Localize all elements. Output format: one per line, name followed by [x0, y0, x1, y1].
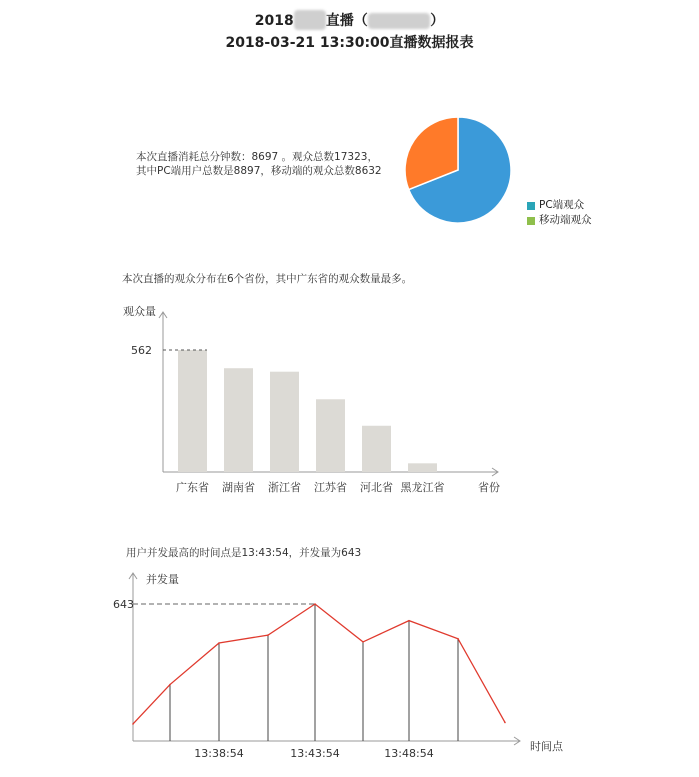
data-point: [169, 684, 171, 686]
summary-line-1: 本次直播消耗总分钟数：8697 。观众总数17323，: [136, 151, 378, 163]
data-point: [408, 620, 410, 622]
y-tick-label: 562: [131, 344, 152, 357]
x-tick-label: 湖南省: [222, 481, 255, 494]
x-tick-label: 13:48:54: [384, 747, 434, 760]
province-summary: 本次直播的观众分布在6个省份，其中广东省的观众数量最多。: [122, 273, 413, 285]
data-point: [218, 642, 220, 644]
x-tick-label: 江苏省: [314, 481, 347, 494]
title-mid: 直播（: [325, 13, 368, 29]
data-point: [132, 723, 134, 725]
bar: [316, 399, 345, 472]
report-subtitle: 2018-03-21 13:30:00直播数据报表: [225, 35, 474, 51]
title-suffix: ）: [430, 13, 445, 29]
bar: [178, 350, 207, 472]
y-tick-label: 643: [113, 598, 134, 611]
data-point: [362, 641, 364, 643]
bar: [362, 426, 391, 472]
y-axis-label: 并发量: [146, 573, 179, 586]
x-tick-label: 河北省: [360, 481, 393, 494]
concurrency-line: [133, 604, 505, 724]
concurrency-summary: 用户并发最高的时间点是13:43:54，并发量为643: [126, 547, 362, 559]
legend-label-pc: PC端观众: [539, 199, 585, 211]
bar-chart: [123, 304, 500, 494]
summary-line-2: 其中PC端用户总数是8897，移动端的观众总数8632: [136, 165, 382, 177]
data-point: [457, 638, 459, 640]
x-tick-label: 浙江省: [268, 481, 301, 494]
x-tick-label: 广东省: [176, 481, 209, 494]
x-tick-label: 黑龙江省: [400, 481, 445, 494]
legend-label-mobile: 移动端观众: [539, 214, 592, 226]
bar: [408, 463, 437, 472]
x-axis-label: 省份: [478, 481, 500, 494]
bar: [270, 372, 299, 472]
data-point: [504, 722, 506, 724]
x-tick-label: 13:38:54: [194, 747, 244, 760]
bar: [224, 368, 253, 472]
x-axis-label: 时间点: [530, 740, 563, 753]
pie-chart: [405, 117, 511, 223]
line-chart: [113, 572, 564, 760]
data-point: [267, 634, 269, 636]
title-prefix: 2018: [254, 13, 294, 29]
x-tick-label: 13:43:54: [290, 747, 340, 760]
y-axis-label: 观众量: [123, 305, 156, 318]
